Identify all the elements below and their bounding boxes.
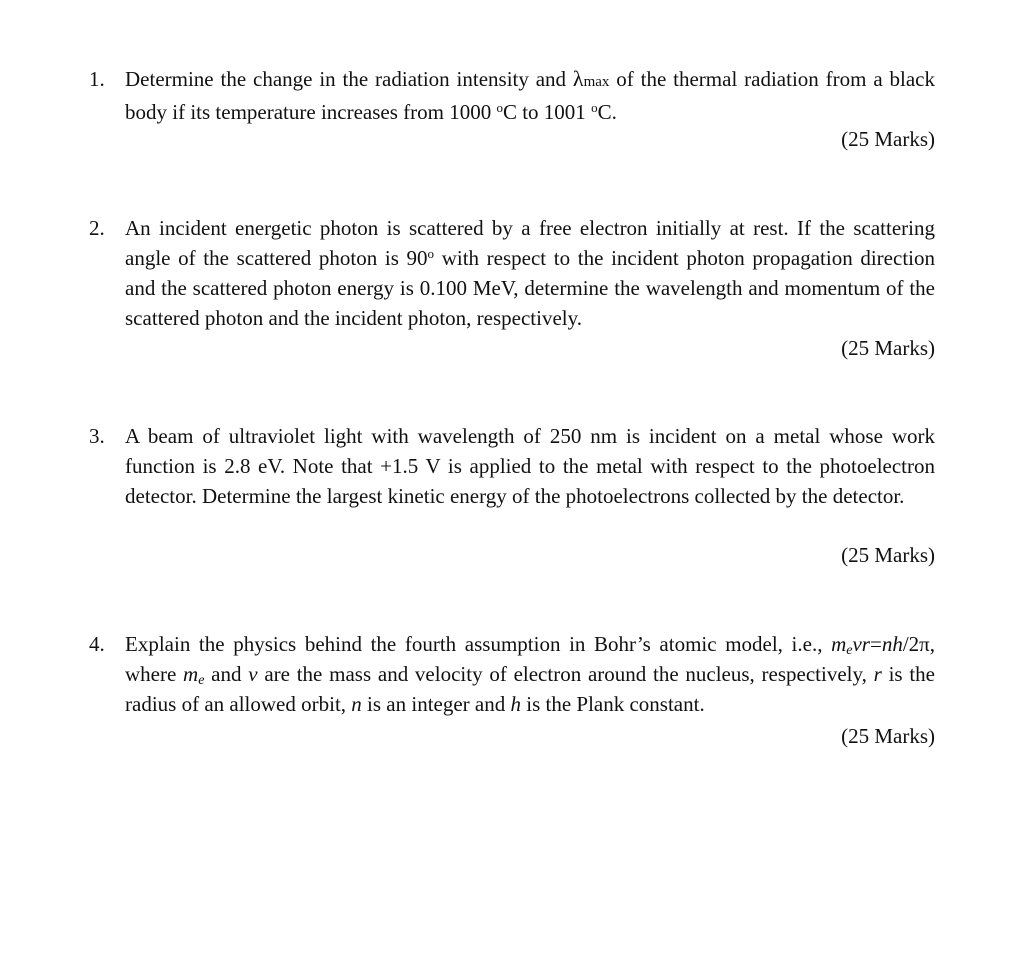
math-e-subscript: e: [846, 643, 853, 658]
text-segment: is the Plank constant.: [520, 692, 705, 716]
text-segment: Explain the physics behind the fourth assumption in Bohr’s atomic model, i.e.,: [125, 632, 832, 656]
math-h: h: [510, 692, 521, 716]
math-over-2pi: /2π: [902, 632, 930, 656]
question-number: 3.: [89, 424, 105, 448]
math-m: m: [183, 662, 199, 686]
question-text: [125, 64, 935, 127]
degree-superscript: o: [591, 100, 598, 115]
math-m: m: [831, 632, 847, 656]
text-segment: C to 1001: [502, 100, 592, 124]
text-segment: and: [204, 662, 249, 686]
text-segment: with respect to the incident photon propagation direction and the scattered photon energy is 0.100 MeV, determine the wavelength and momentum of the scattered photon and the incident photon, respectively.: [125, 246, 935, 330]
math-e-subscript: e: [198, 673, 205, 688]
math-v: v: [248, 662, 258, 686]
math-n: n: [351, 692, 362, 716]
question-number: 4.: [89, 632, 105, 656]
text-segment: An incident energetic photon is scattered by a free electron initially at rest. If the scattering angle of the scattered photon is 90: [125, 216, 935, 270]
text-segment: of the thermal radiation from a black body if its temperature increases from 1000: [125, 67, 935, 124]
question-text: [125, 629, 935, 719]
question-text: A beam of ultraviolet light with wavelength of 250 nm is incident on a metal whose work function is 2.8 eV. Note that +1.5 V is applied to the metal with respect to the photoelectron detector. Determine the largest kinetic energy of the photoelectrons collected by the detector.: [125, 424, 935, 508]
lambda-subscript: max: [583, 74, 610, 90]
text-segment: Determine the change in the radiation intensity and: [125, 67, 573, 91]
marks-label: (25 Marks): [841, 127, 935, 151]
question-text: [125, 213, 935, 333]
text-segment: , where: [125, 632, 935, 686]
text-segment: is an integer and: [361, 692, 511, 716]
marks-label: (25 Marks): [841, 543, 935, 567]
question-number: 1.: [89, 67, 105, 91]
degree-superscript: o: [496, 100, 503, 115]
marks-label: (25 Marks): [841, 336, 935, 360]
text-segment: are the mass and velocity of electron around the nucleus, respectively,: [257, 662, 874, 686]
text-segment: C.: [597, 100, 617, 124]
text-segment: is the radius of an allowed orbit,: [125, 662, 935, 716]
degree-superscript: o: [427, 246, 435, 261]
math-vr: vr: [852, 632, 870, 656]
math-r: r: [873, 662, 882, 686]
question-number: 2.: [89, 216, 105, 240]
math-nh: nh: [881, 632, 903, 656]
lambda-symbol: λ: [572, 66, 584, 91]
math-equals: =: [869, 632, 882, 656]
marks-label: (25 Marks): [841, 724, 935, 748]
